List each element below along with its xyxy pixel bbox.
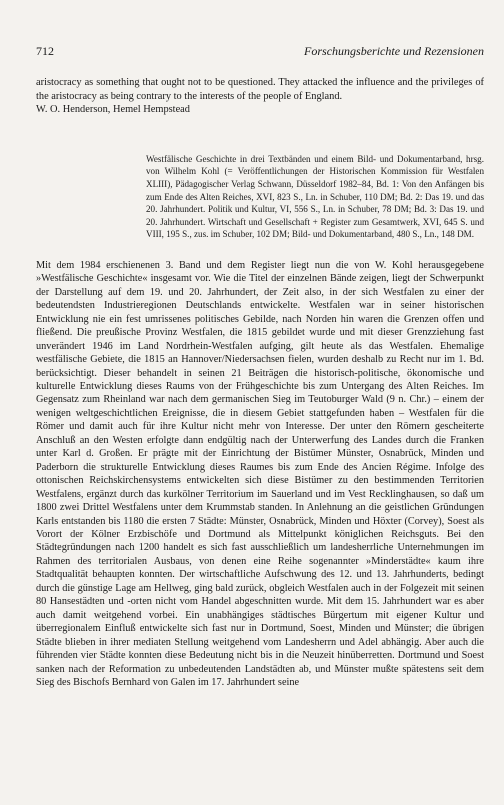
previous-review-ending (36, 76, 484, 117)
bibliographic-entry-text: Westfälische Geschichte in drei Textbänden und einem Bild- und Dokumentarband, hrsg. von Wilhelm Kohl (= Veröffentlichungen der Historischen Kommission für Westfalen XLIII), Pädagogischer Verlag Schwann, Düsseldorf 1982–84, Bd. 1: Von den Anfängen bis zum Ende des Alten Reiches, XVI, 823 S., Ln. in Schuber, 110 DM; Bd. 2: Das 19. und das 20. Jahrhundert. Politik und Kultur, VI, 556 S., Ln. in Schuber, 78 DM; Bd. 3: Das 19. und 20. Jahrhundert. Wirtschaft und Gesellschaft + Register zum Gesamtwerk, XVI, 645 S. und VIII, 195 S., zus. im Schuber, 102 DM; Bild- und Dokumentarband, 480 S., Ln., 148 DM. (146, 153, 484, 240)
review-body (36, 259, 484, 690)
document-page (36, 44, 484, 689)
section-title: Forschungsberichte und Rezensionen (304, 44, 484, 58)
bibliographic-entry (146, 153, 484, 241)
page-number: 712 (36, 44, 54, 58)
running-header (36, 44, 484, 58)
reviewer-signature: W. O. Henderson, Hemel Hempstead (36, 104, 190, 116)
review-body-paragraph: Mit dem 1984 erschienenen 3. Band und dem Register liegt nun die von W. Kohl herausgegebene »Westfälische Geschichte« insgesamt vor. Wie die Titel der einzelnen Bände zeigen, liegt der Schwerpunkt der Darstellung auf dem 19. und 20. Jahrhundert, der Zeit also, in der sich Westfalen zu einer der bedeutendsten Industrieregionen Deutschlands entwickelte. Westfalen war in seiner historischen Entwicklung nie ein fest umrissenes politisches Gebilde, nach Norden hin waren die Grenzen offen und fließend. Die preußische Provinz Westfalen, die 1815 gebildet wurde und mit dieser Grenzziehung fast unverändert 1946 im Land Nordrhein-Westfalen aufging, gilt heute als das Westfalen. Ehemalige westfälische Gebiete, die 1815 an Hannover/Niedersachsen fielen, wurden deshalb zu Recht nur im 1. Bd. berücksichtigt. Dieser behandelt in seinen 21 Beiträgen die historisch-politische, ökonomische und kulturelle Entwicklung dieses Raums von der Frühgeschichte bis zum Untergang des Alten Reiches. Im Gegensatz zum Rheinland war nach dem germanischen Sieg im Teutoburger Wald (9 n. Chr.) – einem der wenigen weltgeschichtlichen Ereignisse, die in diesem Gebiet stattgefunden haben – Westfalen für die Römer und damit auch für ihre Kultur nicht mehr von Interesse. Der unter den Römern gescheiterte Anschluß an den Westen erfolgte dann endgültig nach der Unterwerfung des Landes durch die Franken unter Karl d. Großen. Er prägte mit der Einrichtung der Bistümer Münster, Osnabrück, Minden und Paderborn die strukturelle Entwicklung dieses Raumes bis zum Ende des Ancien Régime. Infolge des ottonischen Reichskirchensystems entwickelten sich diese Bistümer zu den bestimmenden Territorien Westfalens, ergänzt durch das kurkölner Territorium im Sauerland und im Vest Recklinghausen, so daß um 1800 zwei Drittel Westfalens unter dem Krummstab standen. In Anlehnung an die geistlichen Gründungen Karls entstanden bis 1180 die ersten 7 Städte: Münster, Osnabrück, Minden und Höxter (Corvey), Soest als Vorort der Kölner Erzbischöfe und Dortmund als Mittelpunkt königlichen Reichsguts. Bei den Städtegründungen nach 1200 handelt es sich fast ausschließlich um landesherrliche Unternehmungen im Rahmen des territorialen Ausbaus, von denen eine Reihe sogenannter »Minderstädte« kaum ihre Stadtqualität behaupten konnten. Der wirtschaftliche Aufschwung des 12. und 13. Jahrhunderts, bedingt durch die günstige Lage am Hellweg, ging bald zurück, obgleich Westfalen auch in der Folgezeit mit seinen 80 Hansestädten und -orten nicht vom Handel abgeschnitten wurde. Mit dem 15. Jahrhundert war es aber auch damit weitgehend vorbei. Ein unabhängiges städtisches Bürgertum mit eigener Kultur und überregionalem Einfluß entwickelte sich fast nur in Dortmund, Soest, Minden und Münster; die übrigen Städte blieben in ihrer mediaten Stellung weitgehend vom Landesherrn und Adel abhängig. Aber auch die führenden vier Städte konnten diese Bedeutung nicht bis in die Neuzeit hinüberretten. Dortmund und Soest sanken nach der Reformation zu unbedeutenden Landstädten ab, und Münster mußte spätestens seit dem Sieg des Bischofs Bernhard von Galen im 17. Jahrhundert seine (36, 259, 484, 688)
previous-review-text: aristocracy as something that ought not to be questioned. They attacked the influence and the privileges of the aristocracy as being contrary to the interests of the people of England. (36, 77, 484, 102)
